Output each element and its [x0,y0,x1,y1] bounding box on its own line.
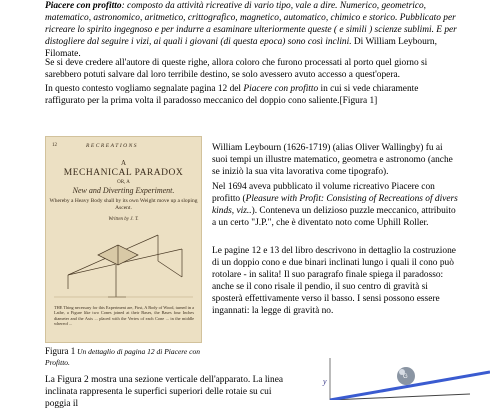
photo-page-number: 12 [52,143,57,148]
paragraph-3: In questo contesto vogliamo segnalate pagina 12 del Piacere con profitto in cui si vede chiaramente raffigurato per la prima volta il paradosso meccanico del doppio cono saliente.[Figura 1] [45,84,419,107]
photo-header: RECREATIONS [86,143,139,149]
caption-label: Figura 1 [45,346,76,356]
intro-paragraph [45,0,460,60]
paragraph-2: Se si deve credere all'autore di queste righe, allora coloro che furono processati al porto quel giorno si sarebbero potuti salvare dal loro terribile destino, se solo avessero avuto accesso a quest'opera. [45,58,428,81]
right-paragraph-1: William Leybourn (1626-1719) (alias Oliver Wallingby) fu ai suoi tempi un illustre matematico, geometra e astronomo (anche se iniziò la sua vita lavorativa come tipografo). [212,143,453,178]
g-label: G [403,374,408,380]
photo-or: OR, A [117,180,130,185]
photo-description: Whereby a Heavy Body shall by its own Weight move up a sloping Ascent. [49,198,198,211]
right-paragraph-2: Nel 1694 aveva pubblicato il volume ricreativo Piacere con profitto (Pleasure with Profit: Consisting of Recreations of divers kinds, viz..). Conteneva un delizioso puzzle meccanico, attribuito a un certo "J.P.", che è diventato noto come Uphill Roller. [212,182,458,229]
right-paragraph-3: Le pagine 12 e 13 del libro descrivono in dettaglio la costruzione di un doppio cono e due binari inclinati lungo i quali il cono può rotolare - in salita! Il suo paragrafo finale spiega il paradosso: anche se il cono risale il pendio, il suo centro di gravità si sposterà effettivamente verso il basso. I sensi possono essere ingannati: la legge di gravità no. [212,246,456,317]
photo-byline: Written by J. T. [108,217,139,222]
figure-1-caption [45,346,205,369]
intro-description: : composto da attività ricreative di vario tipo, vale a dire. Numerico, geometrico, matematico, astronomico, aritmetico, crittografico, magnetico, automatico, chimico e storico. Pubblicato per ricreare lo spirito ingegnoso e per indurre a esaminare ulteriormente queste ( e simili ) scienze sublimi. E per distogliere dal seguire i vizi, ai quali i giovani (di questa epoca) sono così inclini. [45,1,457,48]
intro-author: Di William Leybourn, Filomate. [45,37,437,60]
photo-subtitle: New and Diverting Experiment. [72,186,175,195]
figure-1-photo [45,136,202,343]
intro-title: Piacere con profitto [45,1,122,11]
photo-paragraph: THE Thing necessary for this Experiment are, First, A Body of Wood, turned in a Lathe, a Figure like two Cones joined at their Bases, the Bases four Inches diameter and the Axis ... placed with the Vertex of each Cone ... in the middle whereof ... [54,305,194,327]
english-title: Pleasure with Profit: Consisting of Recreations of divers kinds, viz.. [212,194,458,217]
caption-text: Un dettaglio di pagina 12 di Piacere con Profitto. [45,347,200,367]
y-axis-label: y [323,377,327,386]
bottom-paragraph: La Figura 2 mostra una sezione verticale dell'apparato. La linea inclinata rappresenta le superfici superiori delle rotaie su cui poggia il [45,375,284,410]
figure-2-diagram [300,358,490,400]
book-title: Piacere con profitto [243,84,319,94]
photo-title: MECHANICAL PARADOX [63,168,184,178]
photo-line-a: A [120,159,127,167]
